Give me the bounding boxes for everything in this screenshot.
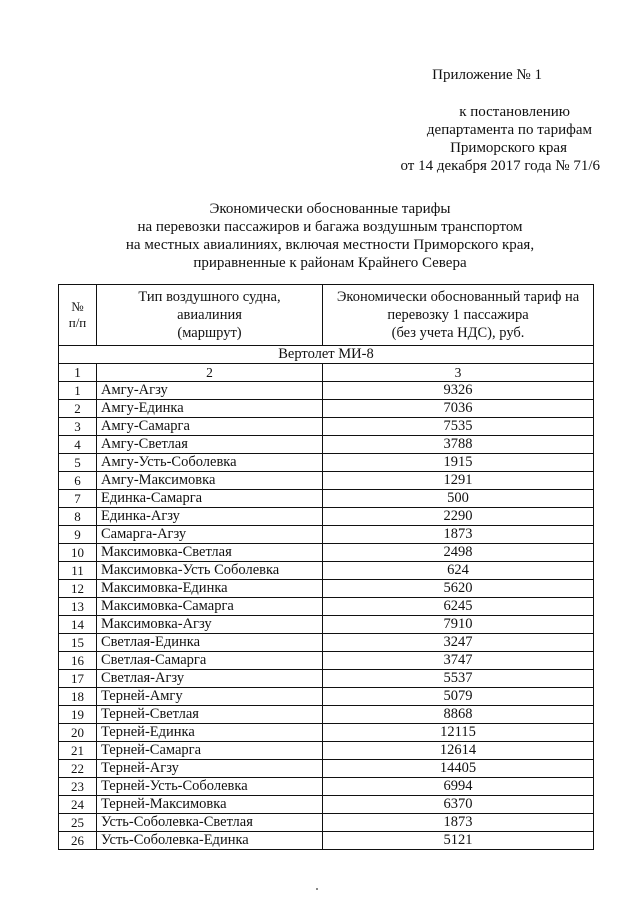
row-route: Максимовка-Светлая bbox=[97, 544, 323, 562]
row-route: Максимовка-Агзу bbox=[97, 616, 323, 634]
row-route: Амгу-Усть-Соболевка bbox=[97, 454, 323, 472]
row-route: Амгу-Максимовка bbox=[97, 472, 323, 490]
column-index-row bbox=[59, 364, 594, 382]
header-number bbox=[59, 285, 97, 346]
row-tariff: 5121 bbox=[323, 832, 594, 850]
row-number: 18 bbox=[59, 688, 97, 706]
row-number: 25 bbox=[59, 814, 97, 832]
row-tariff: 1915 bbox=[323, 454, 594, 472]
row-route: Единка-Агзу bbox=[97, 508, 323, 526]
row-tariff: 9326 bbox=[323, 382, 594, 400]
table-header-row bbox=[59, 285, 594, 346]
document-title-line-4: приравненные к районам Крайнего Севера bbox=[193, 255, 467, 271]
row-number: 12 bbox=[59, 580, 97, 598]
table-row bbox=[59, 832, 594, 850]
table-row bbox=[59, 760, 594, 778]
row-number: 26 bbox=[59, 832, 97, 850]
row-route: Максимовка-Усть Соболевка bbox=[97, 562, 323, 580]
column-index-2: 2 bbox=[97, 364, 323, 382]
header-tariff bbox=[323, 285, 594, 346]
page-dot bbox=[316, 888, 318, 890]
row-number: 10 bbox=[59, 544, 97, 562]
table-row bbox=[59, 796, 594, 814]
appendix-line-3: Приморского края bbox=[450, 140, 567, 156]
row-tariff: 12614 bbox=[323, 742, 594, 760]
row-route: Терней-Самарга bbox=[97, 742, 323, 760]
row-route: Терней-Светлая bbox=[97, 706, 323, 724]
column-index-1: 1 bbox=[59, 364, 97, 382]
row-tariff: 6994 bbox=[323, 778, 594, 796]
row-number: 20 bbox=[59, 724, 97, 742]
row-tariff: 5537 bbox=[323, 670, 594, 688]
row-route: Амгу-Единка bbox=[97, 400, 323, 418]
row-tariff: 7535 bbox=[323, 418, 594, 436]
row-tariff: 1873 bbox=[323, 526, 594, 544]
row-tariff: 7036 bbox=[323, 400, 594, 418]
table-row bbox=[59, 400, 594, 418]
column-index-3: 3 bbox=[323, 364, 594, 382]
table-row bbox=[59, 436, 594, 454]
row-number: 5 bbox=[59, 454, 97, 472]
tariff-table bbox=[58, 284, 594, 850]
table-row bbox=[59, 724, 594, 742]
header-tariff-line-3: (без учета НДС), руб. bbox=[391, 325, 525, 341]
row-tariff: 3747 bbox=[323, 652, 594, 670]
row-tariff: 2290 bbox=[323, 508, 594, 526]
row-route: Амгу-Светлая bbox=[97, 436, 323, 454]
document-title-line-3: на местных авиалиниях, включая местности Приморского края, bbox=[125, 237, 535, 253]
table-row bbox=[59, 688, 594, 706]
appendix-line-4: от 14 декабря 2017 года № 71/6 bbox=[400, 158, 600, 174]
row-route: Терней-Усть-Соболевка bbox=[97, 778, 323, 796]
row-route: Максимовка-Единка bbox=[97, 580, 323, 598]
row-number: 2 bbox=[59, 400, 97, 418]
row-number: 15 bbox=[59, 634, 97, 652]
table-row bbox=[59, 544, 594, 562]
table-row bbox=[59, 814, 594, 832]
row-tariff: 5620 bbox=[323, 580, 594, 598]
row-number: 1 bbox=[59, 382, 97, 400]
section-aircraft-type: Вертолет МИ-8 bbox=[59, 346, 594, 364]
header-number-line-2: п/п bbox=[68, 315, 87, 330]
table-row bbox=[59, 598, 594, 616]
row-tariff: 3247 bbox=[323, 634, 594, 652]
row-number: 21 bbox=[59, 742, 97, 760]
row-number: 17 bbox=[59, 670, 97, 688]
table-row bbox=[59, 418, 594, 436]
row-number: 4 bbox=[59, 436, 97, 454]
row-number: 22 bbox=[59, 760, 97, 778]
table-row bbox=[59, 562, 594, 580]
row-route: Самарга-Агзу bbox=[97, 526, 323, 544]
table-row bbox=[59, 526, 594, 544]
row-route: Максимовка-Самарга bbox=[97, 598, 323, 616]
table-row bbox=[59, 454, 594, 472]
row-route: Светлая-Самарга bbox=[97, 652, 323, 670]
row-number: 13 bbox=[59, 598, 97, 616]
header-aircraft-route bbox=[97, 285, 323, 346]
document-title bbox=[50, 200, 610, 272]
row-number: 11 bbox=[59, 562, 97, 580]
row-tariff: 12115 bbox=[323, 724, 594, 742]
table-row bbox=[59, 742, 594, 760]
header-aircraft-line-1: Тип воздушного судна, bbox=[138, 289, 281, 305]
row-route: Амгу-Агзу bbox=[97, 382, 323, 400]
row-number: 24 bbox=[59, 796, 97, 814]
row-number: 3 bbox=[59, 418, 97, 436]
row-tariff: 6370 bbox=[323, 796, 594, 814]
row-number: 16 bbox=[59, 652, 97, 670]
table-row bbox=[59, 472, 594, 490]
row-route: Терней-Максимовка bbox=[97, 796, 323, 814]
header-aircraft-line-3: (маршрут) bbox=[177, 325, 242, 341]
table-row bbox=[59, 778, 594, 796]
row-number: 7 bbox=[59, 490, 97, 508]
document-title-line-1: Экономически обоснованные тарифы bbox=[209, 201, 451, 217]
header-number-line-1: № bbox=[71, 299, 84, 314]
row-tariff: 14405 bbox=[323, 760, 594, 778]
table-row bbox=[59, 634, 594, 652]
row-route: Амгу-Самарга bbox=[97, 418, 323, 436]
row-number: 8 bbox=[59, 508, 97, 526]
row-route: Единка-Самарга bbox=[97, 490, 323, 508]
row-tariff: 5079 bbox=[323, 688, 594, 706]
table-row bbox=[59, 508, 594, 526]
table-row bbox=[59, 382, 594, 400]
row-tariff: 2498 bbox=[323, 544, 594, 562]
row-route: Светлая-Агзу bbox=[97, 670, 323, 688]
row-tariff: 3788 bbox=[323, 436, 594, 454]
row-route: Терней-Единка bbox=[97, 724, 323, 742]
row-number: 14 bbox=[59, 616, 97, 634]
row-tariff: 7910 bbox=[323, 616, 594, 634]
row-route: Терней-Амгу bbox=[97, 688, 323, 706]
appendix-line-2: департамента по тарифам bbox=[426, 122, 592, 138]
header-tariff-line-2: перевозку 1 пассажира bbox=[387, 307, 529, 323]
document-title-line-2: на перевозки пассажиров и багажа воздушным транспортом bbox=[137, 219, 523, 235]
appendix-title: Приложение № 1 bbox=[432, 67, 542, 83]
row-number: 6 bbox=[59, 472, 97, 490]
table-row bbox=[59, 490, 594, 508]
appendix-line-1: к постановлению bbox=[459, 104, 570, 120]
row-tariff: 500 bbox=[323, 490, 594, 508]
table-row bbox=[59, 652, 594, 670]
row-route: Усть-Соболевка-Единка bbox=[97, 832, 323, 850]
section-row bbox=[59, 346, 594, 364]
row-tariff: 1873 bbox=[323, 814, 594, 832]
row-tariff: 8868 bbox=[323, 706, 594, 724]
row-tariff: 624 bbox=[323, 562, 594, 580]
table-row bbox=[59, 616, 594, 634]
row-number: 19 bbox=[59, 706, 97, 724]
table-row bbox=[59, 670, 594, 688]
header-aircraft-line-2: авиалиния bbox=[177, 307, 242, 323]
row-route: Светлая-Единка bbox=[97, 634, 323, 652]
row-route: Терней-Агзу bbox=[97, 760, 323, 778]
row-tariff: 1291 bbox=[323, 472, 594, 490]
table-row bbox=[59, 580, 594, 598]
table-row bbox=[59, 706, 594, 724]
row-number: 23 bbox=[59, 778, 97, 796]
row-route: Усть-Соболевка-Светлая bbox=[97, 814, 323, 832]
row-tariff: 6245 bbox=[323, 598, 594, 616]
row-number: 9 bbox=[59, 526, 97, 544]
header-tariff-line-1: Экономически обоснованный тариф на bbox=[336, 289, 580, 305]
